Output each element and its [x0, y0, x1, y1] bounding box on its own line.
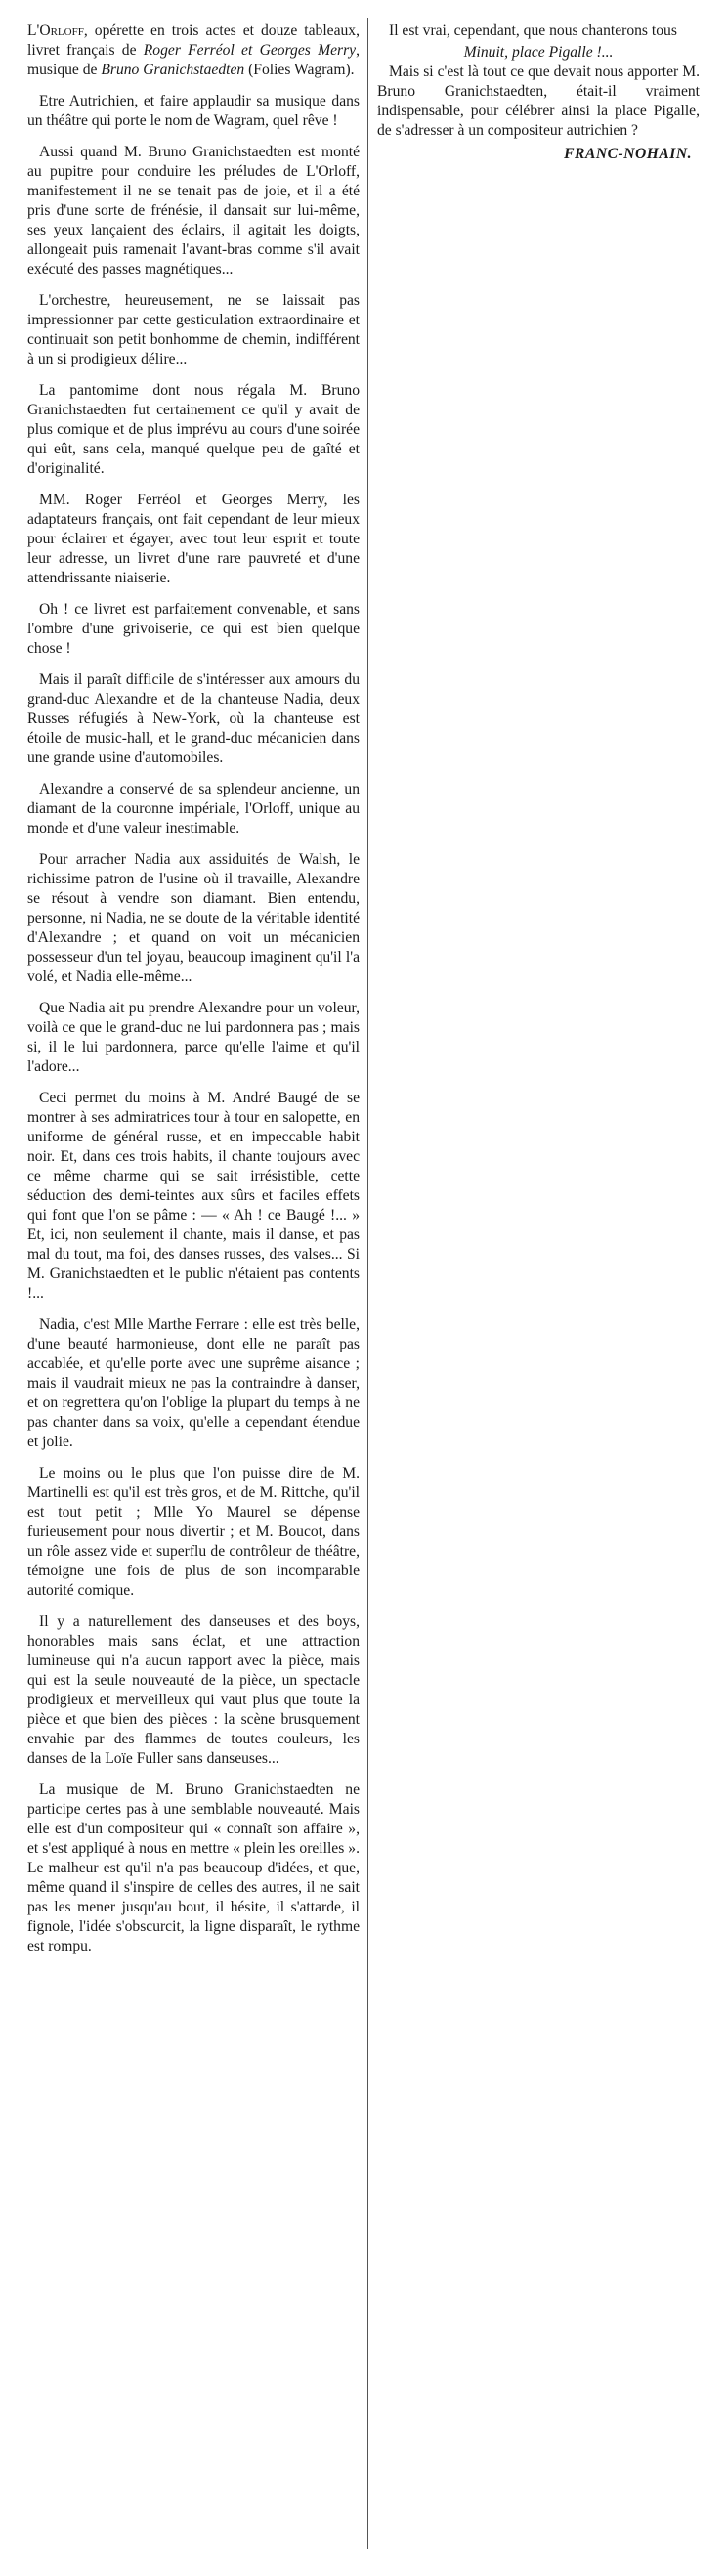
- paragraph: Il y a naturellement des danseuses et des boys, honorables mais sans éclat, et une attraction lumineuse qui n'a aucun rapport avec la pièce, mais qui est la seule nouveauté de la pièce, un spectacle prodigieux et merveilleux qui vaut plus que toute la pièce et que bien des pièces : la scène brusquement envahie par des flammes de toutes couleurs, les danses de la Loïe Fuller sans danseuses...: [27, 1613, 360, 1767]
- paragraph: Nadia, c'est Mlle Marthe Ferrare : elle est très belle, d'une beauté harmonieuse, dont elle ne paraît pas accablée, et qu'elle porte avec une suprême aisance ; mais il vaudrait mieux ne pas la contraindre à danser, et on regrettera qu'on l'oblige la plupart du temps à ne pas chanter dans sa voix, qu'elle a cependant étendue et jolie.: [27, 1316, 360, 1450]
- composer-name: Bruno Granichstaedten: [101, 62, 245, 78]
- column-divider: [367, 18, 368, 2549]
- paragraph: Oh ! ce livret est parfaitement convenable, et sans l'ombre d'une grivoiserie, ce qui est bien quelque chose !: [27, 601, 360, 657]
- paragraph: Mais il paraît difficile de s'intéresser aux amours du grand-duc Alexandre et de la chanteuse Nadia, deux Russes réfugiés à New-York, où la chanteuse est étoile de music-hall, et le grand-duc mécanicien dans une grande usine d'automobiles.: [27, 671, 360, 766]
- paragraph: Alexandre a conservé de sa splendeur ancienne, un diamant de la couronne impériale, l'Orloff, unique au monde et d'une valeur inestimable.: [27, 781, 360, 837]
- paragraph: Ceci permet du moins à M. André Baugé de se montrer à ses admiratrices tour à tour en salopette, en uniforme de général russe, et en impeccable habit noir. Et, dans ces trois habits, il chante toujours avec ce même charme qui se sait irrésistible, cette séduction des demi-teintes aux sûrs et faciles effets qui font que l'on se pâme : — « Ah ! ce Baugé !... » Et, ici, non seulement il chante, mais il danse, et pas mal du tout, ma foi, des danses russes, des valses... Si M. Granichstaedten et le public n'étaient pas contents !...: [27, 1090, 360, 1302]
- operetta-title: L'Orloff: [27, 22, 84, 39]
- paragraph: Que Nadia ait pu prendre Alexandre pour un voleur, voilà ce que le grand-duc ne lui pardonnera pas ; mais si, il le lui pardonnera, parce qu'elle l'aime et qu'il l'adore...: [27, 1000, 360, 1075]
- paragraph: Le moins ou le plus que l'on puisse dire de M. Martinelli est qu'il est très gros, et de M. Rittche, qu'il est tout petit ; Mlle Yo Maurel se dépense furieusement pour nous divertir ; et M. Boucot, dans un rôle assez vide et superflu de contrôleur de théâtre, témoigne une fois de plus de son incomparable autorité comique.: [27, 1465, 360, 1599]
- paragraph: Aussi quand M. Bruno Granichstaedten est monté au pupitre pour conduire les préludes de L'Orloff, manifestement il ne se tenait pas de joie, et il a été pris d'une sorte de frénésie, il dansait sur lui-même, ses yeux lançaient des éclairs, il agitait les doigts, allongeait puis ramenait l'avant-bras comme s'il avait exécuté des passes magnétiques...: [27, 144, 360, 278]
- right-column: [377, 21, 700, 176]
- song-quote: Minuit, place Pigalle !...: [463, 44, 614, 61]
- paragraph: Mais si c'est là tout ce que devait nous apporter M. Bruno Granichstaedten, était-il vraiment indispensable, pour célébrer ainsi la place Pigalle, de s'adresser à un compositeur autrichien ?: [377, 64, 700, 139]
- author-signature: FRANC-NOHAIN.: [564, 146, 692, 162]
- intro-paragraph: L'Orloff, opérette en trois actes et douze tableaux, livret français de Roger Ferréol et Georges Merry, musique de Bruno Granichstaedten (Folies Wagram).: [27, 22, 360, 78]
- paragraph: Pour arracher Nadia aux assiduités de Walsh, le richissime patron de l'usine où il travaille, Alexandre se résout à vendre son diamant. Bien entendu, personne, ni Nadia, ne se doute de la véritable identité d'Alexandre ; et quand on voit un mécanicien possesseur d'un tel joyau, beaucoup imaginent qu'il l'a volé, et Nadia elle-même...: [27, 851, 360, 985]
- paragraph: La musique de M. Bruno Granichstaedten ne participe certes pas à une semblable nouveauté. Mais elle est d'un compositeur qui « connaît son affaire », et s'est appliqué à nous en mettre « plein les oreilles ». Le malheur est qu'il n'a pas beaucoup d'idées, et que, même quand il s'inspire de celles des autres, il ne sait pas les mener jusqu'au bout, il hésite, il s'attarde, il fignole, l'idée s'obscurcit, la ligne disparaît, le rythme est rompu.: [27, 1782, 360, 1954]
- paragraph: MM. Roger Ferréol et Georges Merry, les adaptateurs français, ont fait cependant de leur mieux pour éclairer et égayer, avec tout leur esprit et toute leur adresse, un livret d'une rare pauvreté et d'une attendrissante niaiserie.: [27, 492, 360, 586]
- paragraph: Il est vrai, cependant, que nous chanterons tous: [389, 22, 677, 39]
- paragraph: La pantomime dont nous régala M. Bruno Granichstaedten fut certainement ce qu'il y avait de plus comique et de plus imprévu au cours d'une soirée qui eût, sans cela, manqué quelque peu de gaîté et d'originalité.: [27, 382, 360, 477]
- paragraph: Etre Autrichien, et faire applaudir sa musique dans un théâtre qui porte le nom de Wagram, quel rêve !: [27, 93, 360, 129]
- left-column: [27, 21, 360, 1968]
- paragraph: L'orchestre, heureusement, ne se laissait pas impressionner par cette gesticulation extraordinaire et continuait son petit bonhomme de chemin, indifférent à un si prodigieux délire...: [27, 292, 360, 367]
- librettists: Roger Ferréol et Georges Merry: [143, 42, 357, 59]
